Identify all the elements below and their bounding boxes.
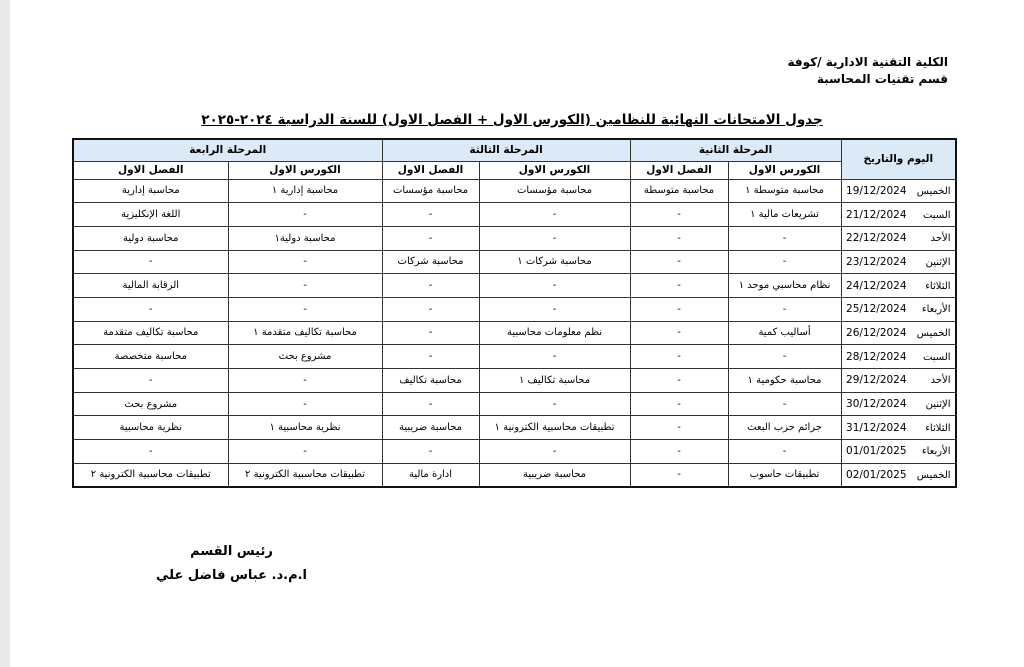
table-row	[73, 321, 956, 345]
header-course-stage-3: الكورس الاول	[479, 161, 630, 179]
exam-cell-c2: جرائم حزب البعث	[728, 416, 841, 440]
exam-cell-s2: -	[630, 416, 728, 440]
day-label: الإثنين	[925, 256, 951, 268]
exam-cell-c3: -	[479, 226, 630, 250]
exam-cell-c2: محاسبة متوسطة ١	[728, 179, 841, 203]
exam-cell-s4: الرقابة المالية	[73, 274, 228, 298]
header-semester-stage-3: الفصل الاول	[382, 161, 479, 179]
exam-cell-s4: -	[73, 297, 228, 321]
table-row	[73, 179, 956, 203]
signature-name: ا.م.د. عباس فاضل علي	[156, 568, 307, 583]
exam-cell-s3: -	[382, 297, 479, 321]
exam-cell-s2: -	[630, 321, 728, 345]
exam-cell-c4: نظرية محاسبية ١	[228, 416, 382, 440]
day-date-cell	[841, 369, 956, 393]
day-label: الأربعاء	[921, 446, 951, 458]
header-stage-2: المرحلة الثانية	[630, 139, 841, 161]
exam-cell-c4: -	[228, 203, 382, 227]
signature-role: رئيس القسم	[190, 544, 273, 559]
table-row	[73, 440, 956, 464]
exam-cell-s2: -	[630, 250, 728, 274]
exam-cell-s4: -	[73, 440, 228, 464]
day-date-cell	[841, 416, 956, 440]
exam-cell-c2: -	[728, 345, 841, 369]
date-label: 31/12/2024	[846, 421, 907, 434]
exam-cell-s3: محاسبة مؤسسات	[382, 179, 479, 203]
header-semester-stage-2: الفصل الاول	[630, 161, 728, 179]
exam-cell-c3: محاسبة شركات ١	[479, 250, 630, 274]
exam-cell-c3: محاسبة تكاليف ١	[479, 369, 630, 393]
exam-cell-c3: -	[479, 274, 630, 298]
exam-cell-c2: تشريعات مالية ١	[728, 203, 841, 227]
exam-cell-s3: -	[382, 321, 479, 345]
day-date-cell	[841, 321, 956, 345]
exam-cell-s2: -	[630, 274, 728, 298]
exam-cell-s3: -	[382, 345, 479, 369]
day-date-cell	[841, 226, 956, 250]
day-date-cell	[841, 463, 956, 487]
header-stage-3: المرحلة الثالثة	[382, 139, 630, 161]
exam-cell-s3: محاسبة تكاليف	[382, 369, 479, 393]
day-label: الثلاثاء	[925, 422, 951, 434]
exam-cell-c4: تطبيقات محاسبية الكترونية ٢	[228, 463, 382, 487]
exam-cell-s4: محاسبة دولية	[73, 226, 228, 250]
table-row	[73, 463, 956, 487]
day-date-cell	[841, 250, 956, 274]
exam-cell-c3: محاسبة مؤسسات	[479, 179, 630, 203]
exam-cell-s2: محاسبة متوسطة	[630, 179, 728, 203]
table-row	[73, 226, 956, 250]
document-title-text: جدول الامتحانات النهائية للنظامين (الكورس الاول + الفصل الاول) للسنة الدراسية ٢٠٢٤-٢٠٢٥	[201, 112, 823, 128]
exam-cell-c4: -	[228, 369, 382, 393]
exam-cell-c4: -	[228, 297, 382, 321]
date-label: 24/12/2024	[846, 279, 907, 292]
exam-cell-s3: -	[382, 203, 479, 227]
exam-cell-c2: -	[728, 392, 841, 416]
day-label: السبت	[922, 351, 951, 363]
department-name: قسم تقنيات المحاسبة	[816, 72, 948, 86]
day-label: الأحد	[930, 375, 951, 387]
exam-cell-s2: -	[630, 392, 728, 416]
exam-cell-s2: -	[630, 226, 728, 250]
exam-cell-c2: -	[728, 440, 841, 464]
institution-header	[788, 54, 948, 88]
exam-cell-c4: -	[228, 274, 382, 298]
exam-cell-c4: -	[228, 392, 382, 416]
exam-cell-c2: -	[728, 250, 841, 274]
exam-cell-s4: اللغة الإنكليزية	[73, 203, 228, 227]
exam-cell-s3: -	[382, 440, 479, 464]
exam-cell-s4: -	[73, 250, 228, 274]
day-label: الإثنين	[925, 399, 951, 411]
header-stage-4: المرحلة الرابعة	[73, 139, 382, 161]
date-label: 25/12/2024	[846, 303, 907, 316]
day-label: الخميس	[916, 469, 951, 481]
exam-cell-s2: -	[630, 297, 728, 321]
table-row	[73, 250, 956, 274]
exam-cell-c4: محاسبة دولية١	[228, 226, 382, 250]
exam-cell-c4: مشروع بحث	[228, 345, 382, 369]
table-row	[73, 297, 956, 321]
exam-cell-s3: ادارة مالية	[382, 463, 479, 487]
exam-cell-c3: تطبيقات محاسبية الكترونية ١	[479, 416, 630, 440]
exam-cell-s3: -	[382, 274, 479, 298]
exam-cell-c4: -	[228, 250, 382, 274]
table-row	[73, 392, 956, 416]
date-label: 26/12/2024	[846, 326, 907, 339]
exam-cell-c2: محاسبة حكومية ١	[728, 369, 841, 393]
exam-cell-s4: محاسبة إدارية	[73, 179, 228, 203]
document-title	[0, 112, 1024, 128]
exam-cell-s3: محاسبة ضريبية	[382, 416, 479, 440]
exam-cell-s3: محاسبة شركات	[382, 250, 479, 274]
table-row	[73, 203, 956, 227]
header-day-date: اليوم والتاريخ	[841, 139, 956, 179]
exam-cell-c3: نظم معلومات محاسبية	[479, 321, 630, 345]
day-label: الخميس	[916, 327, 951, 339]
exam-cell-s3: -	[382, 226, 479, 250]
exam-schedule-table	[72, 138, 957, 488]
exam-cell-c2: أساليب كمية	[728, 321, 841, 345]
exam-cell-c3: محاسبة ضريبية	[479, 463, 630, 487]
day-label: السبت	[922, 209, 951, 221]
table-row	[73, 345, 956, 369]
exam-cell-s2: -	[630, 369, 728, 393]
exam-cell-c3: -	[479, 440, 630, 464]
exam-cell-s3: -	[382, 392, 479, 416]
day-date-cell	[841, 392, 956, 416]
day-label: الخميس	[916, 185, 951, 197]
exam-cell-c3: -	[479, 203, 630, 227]
exam-cell-c3: -	[479, 392, 630, 416]
exam-cell-c4: محاسبة إدارية ١	[228, 179, 382, 203]
header-course-stage-2: الكورس الاول	[728, 161, 841, 179]
date-label: 19/12/2024	[846, 184, 907, 197]
date-label: 30/12/2024	[846, 398, 907, 411]
date-label: 22/12/2024	[846, 232, 907, 245]
header-semester-stage-4: الفصل الاول	[73, 161, 228, 179]
table-row	[73, 416, 956, 440]
date-label: 01/01/2025	[846, 445, 907, 458]
date-label: 23/12/2024	[846, 255, 907, 268]
exam-cell-s4: مشروع بحث	[73, 392, 228, 416]
exam-cell-c3: -	[479, 345, 630, 369]
page-edge-shadow	[0, 0, 10, 667]
day-label: الأربعاء	[921, 304, 951, 316]
exam-cell-c4: محاسبة تكاليف متقدمة ١	[228, 321, 382, 345]
day-date-cell	[841, 345, 956, 369]
date-label: 02/01/2025	[846, 468, 907, 481]
exam-cell-c4: -	[228, 440, 382, 464]
exam-cell-c3: -	[479, 297, 630, 321]
date-label: 29/12/2024	[846, 374, 907, 387]
header-course-stage-4: الكورس الاول	[228, 161, 382, 179]
day-date-cell	[841, 440, 956, 464]
table-row	[73, 369, 956, 393]
exam-cell-s2: -	[630, 203, 728, 227]
exam-cell-s4: محاسبة تكاليف متقدمة	[73, 321, 228, 345]
exam-cell-s2: -	[630, 440, 728, 464]
signature-block	[156, 540, 307, 588]
table-row	[73, 274, 956, 298]
exam-cell-s4: تطبيقات محاسبية الكترونية ٢	[73, 463, 228, 487]
day-date-cell	[841, 297, 956, 321]
day-date-cell	[841, 274, 956, 298]
day-date-cell	[841, 179, 956, 203]
exam-cell-s2: -	[630, 463, 728, 487]
exam-cell-s4: نظرية محاسبية	[73, 416, 228, 440]
exam-cell-c2: -	[728, 226, 841, 250]
college-name: الكلية التقنية الادارية /كوفة	[787, 55, 948, 69]
day-label: الثلاثاء	[925, 280, 951, 292]
day-date-cell	[841, 203, 956, 227]
exam-cell-c2: نظام محاسبي موحد ١	[728, 274, 841, 298]
exam-cell-c2: تطبيقات حاسوب	[728, 463, 841, 487]
exam-cell-s4: محاسبة متخصصة	[73, 345, 228, 369]
day-label: الأحد	[930, 233, 951, 245]
exam-cell-s4: -	[73, 369, 228, 393]
date-label: 28/12/2024	[846, 350, 907, 363]
exam-cell-s2: -	[630, 345, 728, 369]
date-label: 21/12/2024	[846, 208, 907, 221]
exam-cell-c2: -	[728, 297, 841, 321]
